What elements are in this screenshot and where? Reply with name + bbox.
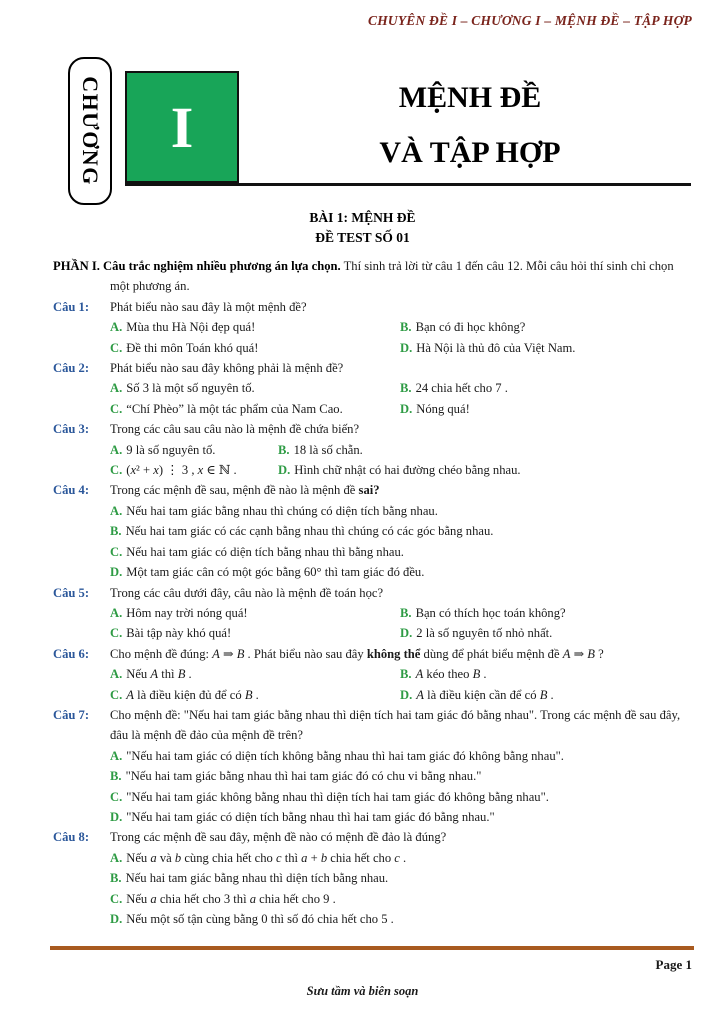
option-letter: A. [110,381,123,396]
answer-option: C. A là điều kiện đủ để có B . [110,687,259,702]
answer-option: A. "Nếu hai tam giác có diện tích không bằng nhau thì hai tam giác đó không bằng nhau". [110,748,564,763]
option-letter: B. [110,769,122,784]
question-body [110,358,694,419]
question-number: Câu 5: [53,585,90,600]
option-letter: D. [278,463,291,478]
answer-option: C. (x² + x) ⋮ 3 , x ∈ ℕ . [110,463,237,478]
question-text: Phát biểu nào sau đây không phải là mệnh đề? [110,361,344,376]
part-intro-text: Thí sinh trả lời từ câu 1 đến câu 12. Mỗi câu hỏi thí sinh chỉ chọn một phương án. [110,259,674,294]
option-letter: C. [110,687,123,702]
question-number: Câu 2: [53,361,90,376]
answer-option: A. Hôm nay trời nóng quá! [110,605,248,620]
answer-option: D. Nóng quá! [400,401,470,416]
options-group [110,378,694,419]
test-title: ĐỀ TEST SỐ 01 [315,230,410,245]
chapter-title-line2: VÀ TẬP HỢP [379,136,561,169]
options-group [110,603,694,644]
question-text: Trong các mệnh đề sau, mệnh đề nào là mệnh đề sai? [110,483,380,498]
chapter-title [250,70,690,180]
question-body [110,583,694,644]
option-letter: A. [110,748,123,763]
answer-option: A. Số 3 là một số nguyên tố. [110,381,255,396]
answer-option: B. A kéo theo B . [400,667,487,682]
option-letter: C. [110,626,123,641]
question-body [110,419,694,480]
question-body [110,480,694,582]
option-letter: A. [110,503,123,518]
options-group [110,317,694,358]
question-text: Trong các câu sau câu nào là mệnh đề chứa biến? [110,422,360,437]
option-letter: B. [400,381,412,396]
answer-option: A. Mùa thu Hà Nội đẹp quá! [110,320,256,335]
option-letter: B. [110,524,122,539]
chapter-number-box [125,71,239,183]
part-intro [53,256,694,297]
answer-option: B. 24 chia hết cho 7 . [400,381,508,396]
answer-option: B. Nếu hai tam giác có các cạnh bằng nhau thì chúng có các góc bằng nhau. [110,524,494,539]
question-text: Phát biểu nào sau đây là một mệnh đề? [110,299,307,314]
question-row [53,827,694,929]
document-header [0,13,692,29]
answer-option: C. Nếu hai tam giác có diện tích bằng nhau thì bằng nhau. [110,544,404,559]
part-intro-bold: Câu trắc nghiệm nhiều phương án lựa chọn. [103,259,341,273]
question-number: Câu 4: [53,483,90,498]
lesson-heading [0,208,725,248]
option-letter: D. [110,912,123,926]
answer-option: B. Nếu hai tam giác bằng nhau thì diện tích bằng nhau. [110,871,389,886]
option-letter: C. [110,891,123,906]
chapter-title-line1: MỆNH ĐỀ [398,81,542,114]
question-row [53,705,694,827]
part-label: PHẦN I. [53,259,100,273]
question-text: Cho mệnh đề đúng: A ⇒ B . Phát biểu nào sau đây không thể dùng để phát biểu mệnh đề A ⇒ B ? [110,646,604,661]
answer-option: D. A là điều kiện cần để có B . [400,687,554,702]
answer-option: C. Bài tập này khó quá! [110,626,232,641]
header-title: CHUYÊN ĐỀ I – CHƯƠNG I – MỆNH ĐỀ – TẬP HỢP [367,13,692,28]
answer-option: D. "Nếu hai tam giác có diện tích bằng nhau thì hai tam giác đó bằng nhau." [110,809,495,824]
options-group [110,664,694,705]
chapter-word: CHƯƠNG [78,76,103,186]
answer-option: A. Nếu A thì B . [110,667,192,682]
footer-rule [50,946,694,950]
questions-list [53,297,694,930]
option-letter: B. [400,320,412,335]
answer-option: C. Nếu a chia hết cho 3 thì a chia hết cho 9 . [110,891,336,906]
question-row [53,297,694,358]
answer-option: C. Đề thi môn Toán khó quá! [110,340,259,355]
answer-option: B. Bạn có đi học không? [400,320,526,335]
question-number: Câu 7: [53,707,90,722]
options-group [110,848,694,930]
option-letter: B. [110,871,122,886]
option-letter: A. [110,442,123,457]
answer-option: D. Nếu một số tận cùng bằng 0 thì số đó chia hết cho 5 . [110,912,394,926]
answer-option: C. “Chí Phèo” là một tác phẩm của Nam Cao. [110,401,343,416]
content-area [53,256,694,929]
question-body [110,644,694,705]
question-row [53,480,694,582]
option-letter: A. [110,320,123,335]
option-letter: D. [400,401,413,416]
question-number: Câu 8: [53,830,90,845]
question-number: Câu 6: [53,646,90,661]
question-body [110,297,694,358]
page-number: Page 1 [655,957,692,972]
option-letter: D. [110,809,123,824]
option-letter: A. [110,605,123,620]
question-row [53,583,694,644]
answer-option: A. Nếu a và b cùng chia hết cho c thì a + b chia hết cho c . [110,850,407,865]
footer-note: Sưu tầm và biên soạn [306,984,419,998]
options-group [110,440,694,481]
question-text: Trong các mệnh đề sau đây, mệnh đề nào có mệnh đề đảo là đúng? [110,830,447,845]
options-group [110,501,694,583]
question-body [110,705,694,827]
answer-option: D. Hà Nội là thủ đô của Việt Nam. [400,340,576,355]
question-body [110,827,694,929]
question-text: Trong các câu dưới đây, câu nào là mệnh đề toán học? [110,585,384,600]
option-letter: C. [110,544,123,559]
option-letter: C. [110,401,123,416]
banner-underline [125,183,691,186]
question-row [53,644,694,705]
option-letter: D. [110,565,123,580]
answer-option: B. "Nếu hai tam giác bằng nhau thì hai tam giác đó có chu vi bằng nhau." [110,769,482,784]
chapter-word-box [68,57,112,205]
options-group [110,746,694,828]
option-letter: D. [400,626,413,641]
chapter-number: I [170,94,194,160]
answer-option: D. Một tam giác cân có một góc bằng 60° thì tam giác đó đều. [110,565,425,580]
question-row [53,419,694,480]
option-letter: B. [400,667,412,682]
option-letter: B. [278,442,290,457]
option-letter: A. [110,850,123,865]
answer-option: B. 18 là số chẵn. [278,442,363,457]
option-letter: C. [110,340,123,355]
lesson-title: BÀI 1: MỆNH ĐỀ [309,210,416,225]
answer-option: D. Hình chữ nhật có hai đường chéo bằng nhau. [278,463,521,478]
answer-option: C. "Nếu hai tam giác không bằng nhau thì diện tích hai tam giác đó không bằng nhau". [110,789,549,804]
option-letter: B. [400,605,412,620]
question-number: Câu 3: [53,422,90,437]
question-row [53,358,694,419]
question-text: Cho mệnh đề: "Nếu hai tam giác bằng nhau thì diện tích hai tam giác đó bằng nhau". Trong các mệnh đề sau đây, đâu là mệnh đề đảo của mệnh đề trên? [110,707,681,743]
option-letter: C. [110,789,123,804]
option-letter: A. [110,667,123,682]
question-number: Câu 1: [53,299,90,314]
option-letter: D. [400,340,413,355]
option-letter: D. [400,687,413,702]
option-letter: C. [110,463,123,478]
answer-option: A. Nếu hai tam giác bằng nhau thì chúng có diện tích bằng nhau. [110,503,438,518]
answer-option: B. Bạn có thích học toán không? [400,605,566,620]
answer-option: A. 9 là số nguyên tố. [110,442,216,457]
answer-option: D. 2 là số nguyên tố nhỏ nhất. [400,626,553,641]
